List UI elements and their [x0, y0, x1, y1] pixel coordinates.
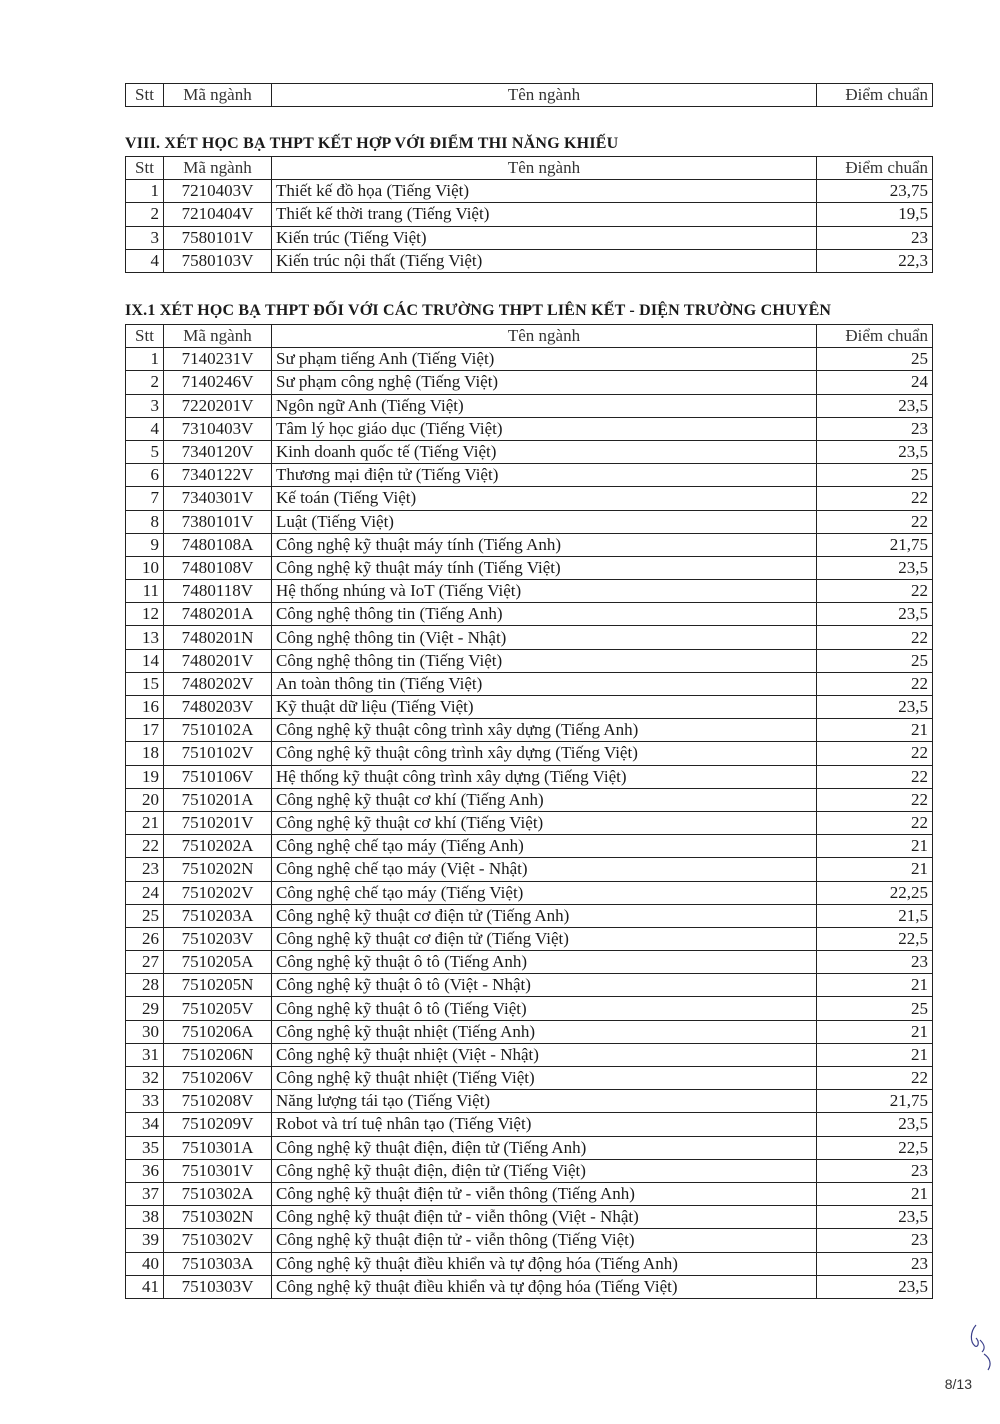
row-code: 7510302V	[164, 1229, 272, 1252]
row-name: Công nghệ chế tạo máy (Việt - Nhật)	[272, 858, 817, 881]
section-viii-title: VIII. XÉT HỌC BẠ THPT KẾT HỢP VỚI ĐIỂM THI NĂNG KHIẾU	[125, 135, 619, 152]
row-name: Công nghệ kỹ thuật điện tử - viễn thông (Tiếng Anh)	[272, 1182, 817, 1205]
table-row	[126, 1229, 933, 1252]
row-code: 7510301A	[164, 1136, 272, 1159]
row-score: 23	[817, 417, 933, 440]
table-row	[126, 510, 933, 533]
row-stt: 21	[126, 811, 164, 834]
table-row	[126, 835, 933, 858]
row-stt: 7	[126, 487, 164, 510]
row-name: Kiến trúc nội thất (Tiếng Việt)	[272, 249, 817, 272]
row-name: Công nghệ kỹ thuật nhiệt (Việt - Nhật)	[272, 1043, 817, 1066]
header-code: Mã ngành	[164, 157, 272, 180]
table-row	[126, 1252, 933, 1275]
row-code: 7480202V	[164, 672, 272, 695]
row-code: 7210403V	[164, 180, 272, 203]
row-name: Kỹ thuật dữ liệu (Tiếng Việt)	[272, 696, 817, 719]
header-code: Mã ngành	[164, 84, 272, 107]
row-stt: 8	[126, 510, 164, 533]
table-row	[126, 1159, 933, 1182]
row-stt: 19	[126, 765, 164, 788]
row-code: 7510202V	[164, 881, 272, 904]
table-row	[126, 858, 933, 881]
row-code: 7510303A	[164, 1252, 272, 1275]
row-stt: 15	[126, 672, 164, 695]
row-stt: 27	[126, 951, 164, 974]
row-stt: 20	[126, 788, 164, 811]
table-row	[126, 974, 933, 997]
table-row	[126, 1182, 933, 1205]
table-row	[126, 951, 933, 974]
table-row	[126, 487, 933, 510]
row-stt: 31	[126, 1043, 164, 1066]
row-name: An toàn thông tin (Tiếng Việt)	[272, 672, 817, 695]
row-score: 25	[817, 464, 933, 487]
row-code: 7140246V	[164, 371, 272, 394]
row-stt: 30	[126, 1020, 164, 1043]
row-name: Công nghệ chế tạo máy (Tiếng Việt)	[272, 881, 817, 904]
row-stt: 6	[126, 464, 164, 487]
row-score: 22,3	[817, 249, 933, 272]
handwritten-initials	[966, 1320, 996, 1380]
table-header-row	[126, 84, 933, 107]
row-code: 7480108V	[164, 556, 272, 579]
row-score: 22	[817, 1067, 933, 1090]
row-code: 7380101V	[164, 510, 272, 533]
table-row	[126, 1043, 933, 1066]
row-stt: 17	[126, 719, 164, 742]
row-stt: 24	[126, 881, 164, 904]
row-stt: 11	[126, 580, 164, 603]
row-code: 7510206N	[164, 1043, 272, 1066]
row-name: Công nghệ kỹ thuật máy tính (Tiếng Việt)	[272, 556, 817, 579]
row-name: Công nghệ kỹ thuật cơ khí (Tiếng Việt)	[272, 811, 817, 834]
table-row	[126, 1020, 933, 1043]
row-score: 21	[817, 1182, 933, 1205]
row-name: Thiết kế thời trang (Tiếng Việt)	[272, 203, 817, 226]
row-name: Công nghệ kỹ thuật nhiệt (Tiếng Việt)	[272, 1067, 817, 1090]
header-name: Tên ngành	[272, 84, 817, 107]
table-row	[126, 811, 933, 834]
row-score: 23	[817, 1159, 933, 1182]
row-stt: 25	[126, 904, 164, 927]
row-name: Hệ thống kỹ thuật công trình xây dựng (Tiếng Việt)	[272, 765, 817, 788]
section-ix1-table	[125, 324, 933, 1299]
row-stt: 10	[126, 556, 164, 579]
row-code: 7210404V	[164, 203, 272, 226]
row-name: Thiết kế đồ họa (Tiếng Việt)	[272, 180, 817, 203]
section-viii-table	[125, 156, 933, 273]
table-row	[126, 249, 933, 272]
row-stt: 14	[126, 649, 164, 672]
row-score: 21,75	[817, 533, 933, 556]
page-number: 8/13	[944, 1376, 972, 1392]
row-name: Công nghệ kỹ thuật ô tô (Việt - Nhật)	[272, 974, 817, 997]
row-stt: 18	[126, 742, 164, 765]
row-name: Công nghệ kỹ thuật nhiệt (Tiếng Anh)	[272, 1020, 817, 1043]
table-row	[126, 440, 933, 463]
row-name: Công nghệ kỹ thuật điện, điện tử (Tiếng Anh)	[272, 1136, 817, 1159]
row-code: 7480201N	[164, 626, 272, 649]
row-code: 7140231V	[164, 348, 272, 371]
row-score: 21	[817, 1020, 933, 1043]
row-code: 7510201A	[164, 788, 272, 811]
row-score: 21	[817, 974, 933, 997]
row-name: Công nghệ kỹ thuật ô tô (Tiếng Việt)	[272, 997, 817, 1020]
row-name: Công nghệ thông tin (Tiếng Việt)	[272, 649, 817, 672]
row-score: 22	[817, 672, 933, 695]
row-code: 7340122V	[164, 464, 272, 487]
row-score: 21	[817, 719, 933, 742]
row-score: 25	[817, 348, 933, 371]
row-code: 7510202A	[164, 835, 272, 858]
row-code: 7510102V	[164, 742, 272, 765]
row-score: 23,5	[817, 556, 933, 579]
row-stt: 39	[126, 1229, 164, 1252]
table-row	[126, 203, 933, 226]
row-code: 7340301V	[164, 487, 272, 510]
row-code: 7510201V	[164, 811, 272, 834]
table-row	[126, 1275, 933, 1298]
row-name: Công nghệ kỹ thuật điện, điện tử (Tiếng Việt)	[272, 1159, 817, 1182]
header-score: Điểm chuẩn	[817, 157, 933, 180]
row-name: Công nghệ thông tin (Việt - Nhật)	[272, 626, 817, 649]
table-row	[126, 556, 933, 579]
row-code: 7510206A	[164, 1020, 272, 1043]
row-code: 7510203A	[164, 904, 272, 927]
row-score: 21,75	[817, 1090, 933, 1113]
table-row	[126, 719, 933, 742]
row-stt: 40	[126, 1252, 164, 1275]
row-score: 22	[817, 626, 933, 649]
table-row	[126, 580, 933, 603]
row-name: Công nghệ kỹ thuật cơ điện tử (Tiếng Việt)	[272, 927, 817, 950]
row-code: 7510205V	[164, 997, 272, 1020]
table-row	[126, 649, 933, 672]
table-row	[126, 765, 933, 788]
row-name: Công nghệ kỹ thuật điện tử - viễn thông (Việt - Nhật)	[272, 1206, 817, 1229]
row-code: 7510203V	[164, 927, 272, 950]
row-code: 7510302A	[164, 1182, 272, 1205]
table-header-row	[126, 325, 933, 348]
row-stt: 3	[126, 394, 164, 417]
section-ix1-title: IX.1 XÉT HỌC BẠ THPT ĐỐI VỚI CÁC TRƯỜNG THPT LIÊN KẾT - DIỆN TRƯỜNG CHUYÊN	[125, 302, 832, 319]
row-stt: 4	[126, 417, 164, 440]
table-row	[126, 226, 933, 249]
table-row	[126, 672, 933, 695]
row-name: Công nghệ chế tạo máy (Tiếng Anh)	[272, 835, 817, 858]
row-score: 23,5	[817, 696, 933, 719]
table-row	[126, 1090, 933, 1113]
table-row	[126, 742, 933, 765]
row-score: 23	[817, 1252, 933, 1275]
table-row	[126, 997, 933, 1020]
row-name: Kế toán (Tiếng Việt)	[272, 487, 817, 510]
row-score: 22	[817, 811, 933, 834]
row-name: Kinh doanh quốc tế (Tiếng Việt)	[272, 440, 817, 463]
row-name: Công nghệ kỹ thuật cơ khí (Tiếng Anh)	[272, 788, 817, 811]
row-code: 7480203V	[164, 696, 272, 719]
row-stt: 23	[126, 858, 164, 881]
row-score: 25	[817, 997, 933, 1020]
row-score: 22,5	[817, 927, 933, 950]
row-stt: 37	[126, 1182, 164, 1205]
header-stt: Stt	[126, 325, 164, 348]
row-code: 7220201V	[164, 394, 272, 417]
header-stt: Stt	[126, 84, 164, 107]
row-name: Ngôn ngữ Anh (Tiếng Việt)	[272, 394, 817, 417]
header-code: Mã ngành	[164, 325, 272, 348]
row-score: 23	[817, 951, 933, 974]
row-name: Tâm lý học giáo dục (Tiếng Việt)	[272, 417, 817, 440]
row-score: 22	[817, 580, 933, 603]
row-stt: 36	[126, 1159, 164, 1182]
row-stt: 12	[126, 603, 164, 626]
row-stt: 28	[126, 974, 164, 997]
table-row	[126, 348, 933, 371]
table-row	[126, 180, 933, 203]
table-row	[126, 394, 933, 417]
row-score: 21,5	[817, 904, 933, 927]
table-row	[126, 1113, 933, 1136]
row-score: 21	[817, 858, 933, 881]
row-score: 21	[817, 835, 933, 858]
row-score: 22	[817, 788, 933, 811]
row-score: 23,5	[817, 1206, 933, 1229]
table-row	[126, 696, 933, 719]
row-name: Kiến trúc (Tiếng Việt)	[272, 226, 817, 249]
row-stt: 41	[126, 1275, 164, 1298]
row-stt: 3	[126, 226, 164, 249]
table-row	[126, 1206, 933, 1229]
row-name: Công nghệ kỹ thuật điều khiển và tự động hóa (Tiếng Anh)	[272, 1252, 817, 1275]
row-stt: 1	[126, 348, 164, 371]
row-stt: 38	[126, 1206, 164, 1229]
row-name: Thương mại điện tử (Tiếng Việt)	[272, 464, 817, 487]
row-code: 7510205A	[164, 951, 272, 974]
row-score: 23,5	[817, 440, 933, 463]
row-code: 7510208V	[164, 1090, 272, 1113]
row-score: 23,5	[817, 394, 933, 417]
row-score: 23,5	[817, 603, 933, 626]
row-score: 22,5	[817, 1136, 933, 1159]
row-code: 7510206V	[164, 1067, 272, 1090]
table-row	[126, 464, 933, 487]
header-score: Điểm chuẩn	[817, 84, 933, 107]
table-row	[126, 881, 933, 904]
row-stt: 22	[126, 835, 164, 858]
header-name: Tên ngành	[272, 157, 817, 180]
row-score: 22	[817, 765, 933, 788]
row-name: Năng lượng tái tạo (Tiếng Việt)	[272, 1090, 817, 1113]
row-stt: 4	[126, 249, 164, 272]
header-stt: Stt	[126, 157, 164, 180]
row-score: 24	[817, 371, 933, 394]
row-stt: 34	[126, 1113, 164, 1136]
row-code: 7340120V	[164, 440, 272, 463]
row-score: 23	[817, 226, 933, 249]
row-score: 22	[817, 742, 933, 765]
row-code: 7480108A	[164, 533, 272, 556]
row-name: Công nghệ kỹ thuật cơ điện tử (Tiếng Anh)	[272, 904, 817, 927]
row-stt: 26	[126, 927, 164, 950]
row-name: Sư phạm tiếng Anh (Tiếng Việt)	[272, 348, 817, 371]
row-code: 7480201V	[164, 649, 272, 672]
row-name: Công nghệ kỹ thuật điều khiển và tự động hóa (Tiếng Việt)	[272, 1275, 817, 1298]
row-code: 7310403V	[164, 417, 272, 440]
row-score: 23	[817, 1229, 933, 1252]
row-name: Sư phạm công nghệ (Tiếng Việt)	[272, 371, 817, 394]
row-name: Công nghệ thông tin (Tiếng Anh)	[272, 603, 817, 626]
table-row	[126, 1136, 933, 1159]
row-score: 23,5	[817, 1113, 933, 1136]
row-score: 21	[817, 1043, 933, 1066]
row-score: 23,5	[817, 1275, 933, 1298]
row-name: Luật (Tiếng Việt)	[272, 510, 817, 533]
table-row	[126, 904, 933, 927]
row-name: Công nghệ kỹ thuật điện tử - viễn thông (Tiếng Việt)	[272, 1229, 817, 1252]
row-code: 7510106V	[164, 765, 272, 788]
table-row	[126, 1067, 933, 1090]
row-code: 7580103V	[164, 249, 272, 272]
table-row	[126, 417, 933, 440]
row-stt: 9	[126, 533, 164, 556]
row-stt: 13	[126, 626, 164, 649]
row-code: 7580101V	[164, 226, 272, 249]
row-name: Công nghệ kỹ thuật công trình xây dựng (Tiếng Anh)	[272, 719, 817, 742]
row-stt: 33	[126, 1090, 164, 1113]
row-name: Công nghệ kỹ thuật công trình xây dựng (Tiếng Việt)	[272, 742, 817, 765]
row-score: 22,25	[817, 881, 933, 904]
header-score: Điểm chuẩn	[817, 325, 933, 348]
row-code: 7510102A	[164, 719, 272, 742]
table-row	[126, 533, 933, 556]
table-row	[126, 927, 933, 950]
table-row	[126, 603, 933, 626]
row-stt: 29	[126, 997, 164, 1020]
row-score: 25	[817, 649, 933, 672]
header-table	[125, 83, 933, 107]
table-row	[126, 788, 933, 811]
row-stt: 32	[126, 1067, 164, 1090]
row-score: 22	[817, 510, 933, 533]
row-code: 7510209V	[164, 1113, 272, 1136]
row-code: 7510301V	[164, 1159, 272, 1182]
row-code: 7510303V	[164, 1275, 272, 1298]
row-stt: 1	[126, 180, 164, 203]
header-name: Tên ngành	[272, 325, 817, 348]
table-header-row	[126, 157, 933, 180]
table-row	[126, 371, 933, 394]
row-score: 23,75	[817, 180, 933, 203]
row-code: 7510302N	[164, 1206, 272, 1229]
row-name: Công nghệ kỹ thuật máy tính (Tiếng Anh)	[272, 533, 817, 556]
row-code: 7480201A	[164, 603, 272, 626]
row-name: Hệ thống nhúng và IoT (Tiếng Việt)	[272, 580, 817, 603]
row-code: 7480118V	[164, 580, 272, 603]
row-score: 22	[817, 487, 933, 510]
row-code: 7510205N	[164, 974, 272, 997]
row-stt: 16	[126, 696, 164, 719]
table-row	[126, 626, 933, 649]
row-stt: 35	[126, 1136, 164, 1159]
row-name: Công nghệ kỹ thuật ô tô (Tiếng Anh)	[272, 951, 817, 974]
row-stt: 5	[126, 440, 164, 463]
row-score: 19,5	[817, 203, 933, 226]
row-code: 7510202N	[164, 858, 272, 881]
row-name: Robot và trí tuệ nhân tạo (Tiếng Việt)	[272, 1113, 817, 1136]
row-stt: 2	[126, 203, 164, 226]
row-stt: 2	[126, 371, 164, 394]
